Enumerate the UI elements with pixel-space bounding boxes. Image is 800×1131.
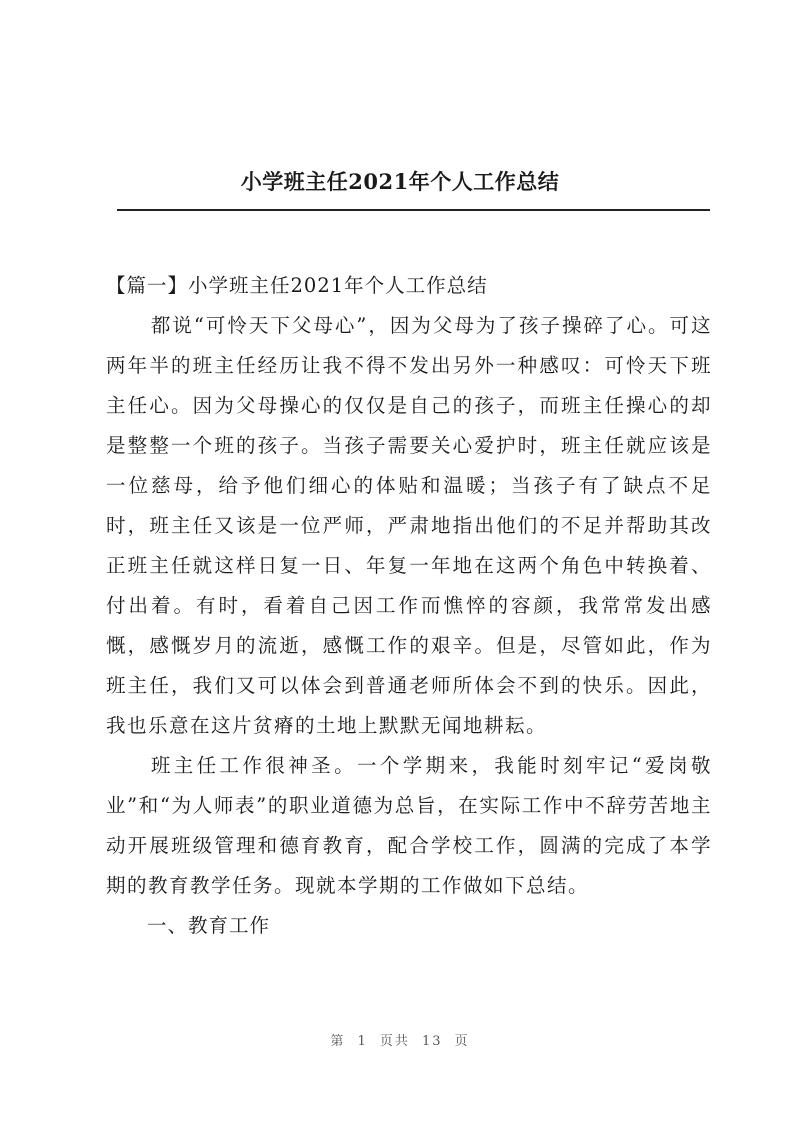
sub-heading-education-work: 一、教育工作 [147, 914, 271, 937]
page-number-footer: 第 1 页共 13 页 [330, 1034, 470, 1049]
paragraph-intro: 都说“可怜天下父母心”，因为父母为了孩子操碎了心。可这两年半的班主任经历让我不得不发出另外一种感叹：可怜天下班主任心。因为父母操心的仅仅是自己的孩子，而班主任操心的却是整整一个班的孩子。当孩子需要关心爱护时，班主任就应该是一位慈母，给予他们细心的体贴和温暖；当孩子有了缺点不足时，班主任又该是一位严师，严肃地指出他们的不足并帮助其改正班主任就这样日复一日、年复一年地在这两个角色中转换着、付出着。有时，看着自己因工作而憔悴的容颜，我常常发出感慨，感慨岁月的流逝，感慨工作的艰辛。但是，尽管如此，作为班主任，我们又可以体会到普通老师所体会不到的快乐。因此，我也乐意在这片贫瘠的土地上默默无闻地耕耘。 [106, 314, 712, 737]
page-title: 小学班主任2021年个人工作总结 [240, 169, 560, 194]
title-divider [117, 209, 710, 211]
paragraph-summary: 班主任工作很神圣。一个学期来，我能时刻牢记“爱岗敬业”和“为人师表”的职业道德为总旨，在实际工作中不辞劳苦地主动开展班级管理和德育教育，配合学校工作，圆满的完成了本学期的教育教学任务。现就本学期的工作做如下总结。 [106, 754, 712, 897]
section-heading: 【篇一】小学班主任2021年个人工作总结 [106, 274, 488, 297]
article-body [106, 266, 712, 946]
